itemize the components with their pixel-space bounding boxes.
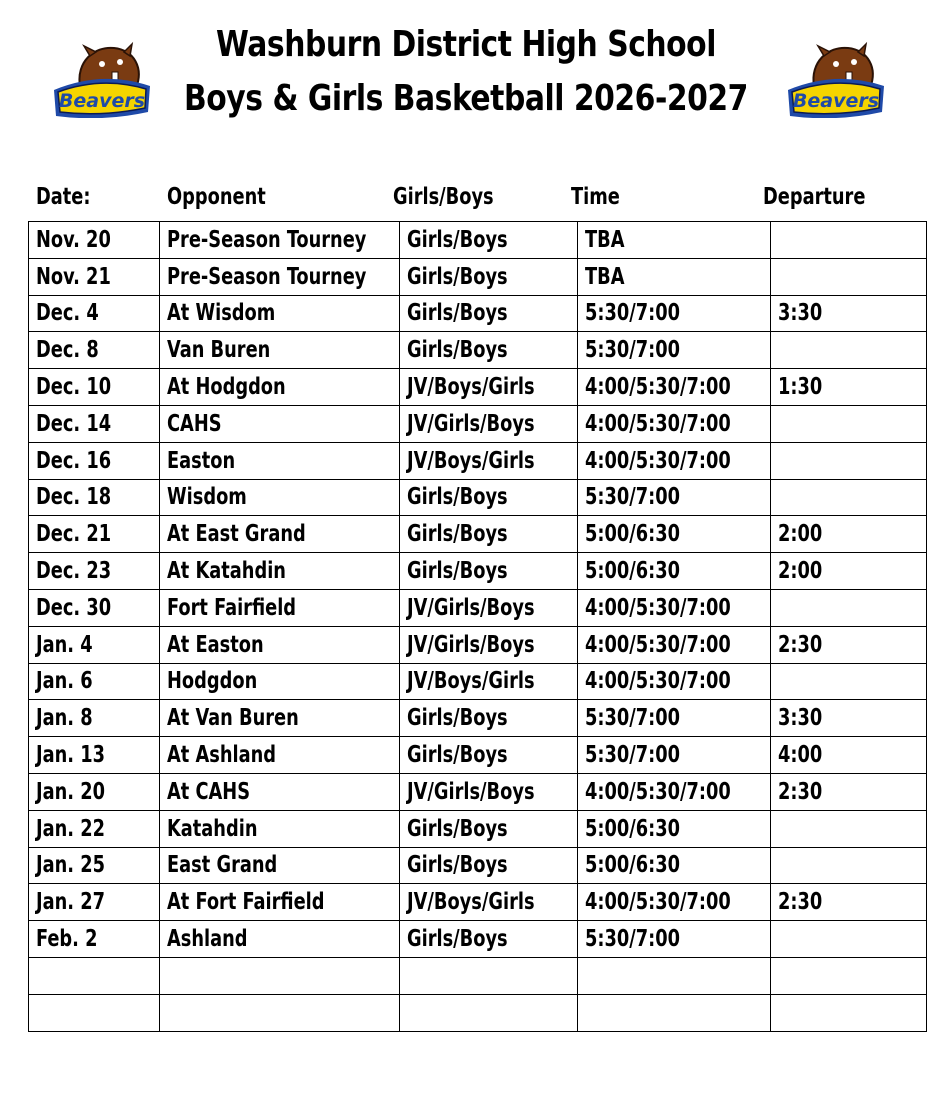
opponent-cell-text: Ashland (167, 926, 248, 953)
team-cell (399, 626, 577, 663)
time-cell (577, 516, 770, 553)
table-row (29, 737, 927, 774)
departure-cell-text: 1:30 (777, 374, 823, 401)
table-row (29, 295, 927, 332)
date-cell (29, 479, 160, 516)
date-cell-text: Dec. 21 (36, 521, 112, 548)
departure-cell (770, 369, 926, 406)
team-cell-text: JV/Boys/Girls (406, 447, 535, 474)
team-cell (399, 663, 577, 700)
departure-cell (770, 773, 926, 810)
departure-cell (770, 994, 926, 1031)
table-row (29, 332, 927, 369)
departure-cell (770, 589, 926, 626)
table-row (29, 589, 927, 626)
opponent-cell (160, 994, 400, 1031)
beavers-logo-left (50, 40, 154, 118)
opponent-cell (160, 516, 400, 553)
departure-cell (770, 442, 926, 479)
table-row (29, 773, 927, 810)
opponent-cell (160, 222, 400, 259)
date-cell (29, 626, 160, 663)
time-cell (577, 479, 770, 516)
team-cell (399, 737, 577, 774)
departure-cell-text: 2:30 (777, 778, 823, 805)
date-cell (29, 553, 160, 590)
team-cell (399, 295, 577, 332)
date-cell-text: Jan. 27 (36, 889, 106, 916)
opponent-cell (160, 369, 400, 406)
date-cell (29, 589, 160, 626)
date-cell-text: Dec. 4 (36, 300, 99, 327)
team-cell (399, 553, 577, 590)
date-cell (29, 921, 160, 958)
team-cell-text: Girls/Boys (406, 705, 508, 732)
time-cell-text: 4:00/5:30/7:00 (584, 374, 731, 401)
time-cell-text: 5:30/7:00 (584, 926, 680, 953)
time-cell-text: 5:30/7:00 (584, 300, 680, 327)
team-cell (399, 810, 577, 847)
time-cell-text: 4:00/5:30/7:00 (584, 594, 731, 621)
opponent-cell (160, 957, 400, 994)
time-cell (577, 884, 770, 921)
time-cell-text: TBA (584, 263, 625, 290)
table-row (29, 847, 927, 884)
time-cell-text: 5:00/6:30 (584, 852, 680, 879)
opponent-cell (160, 810, 400, 847)
time-cell-text: 4:00/5:30/7:00 (584, 410, 731, 437)
opponent-cell-text: At Katahdin (167, 558, 286, 585)
opponent-cell (160, 332, 400, 369)
date-cell-text: Jan. 22 (36, 815, 106, 842)
date-cell-text: Jan. 6 (36, 668, 93, 695)
svg-text:Beavers: Beavers (58, 90, 146, 112)
opponent-cell (160, 737, 400, 774)
date-cell (29, 442, 160, 479)
departure-cell (770, 516, 926, 553)
team-cell-text: Girls/Boys (406, 300, 508, 327)
opponent-cell (160, 663, 400, 700)
departure-cell (770, 921, 926, 958)
date-cell-text: Jan. 20 (36, 778, 106, 805)
table-row (29, 663, 927, 700)
date-cell-text: Dec. 8 (36, 337, 99, 364)
departure-cell (770, 700, 926, 737)
team-cell-text: JV/Boys/Girls (406, 889, 535, 916)
date-cell (29, 773, 160, 810)
date-cell-text: Jan. 25 (36, 852, 106, 879)
table-row (29, 516, 927, 553)
departure-cell (770, 479, 926, 516)
time-cell (577, 957, 770, 994)
opponent-cell (160, 553, 400, 590)
departure-cell-text: 2:30 (777, 889, 823, 916)
opponent-cell (160, 773, 400, 810)
date-cell (29, 810, 160, 847)
opponent-cell-text: Katahdin (167, 815, 258, 842)
header-girls-boys: Girls/Boys (393, 184, 494, 210)
team-cell (399, 921, 577, 958)
team-cell-text: Girls/Boys (406, 337, 508, 364)
team-cell-text: Girls/Boys (406, 852, 508, 879)
departure-cell-text: 4:00 (777, 742, 823, 769)
table-row (29, 921, 927, 958)
date-cell (29, 405, 160, 442)
opponent-cell-text: At Hodgdon (167, 374, 286, 401)
departure-cell-text: 2:00 (777, 558, 823, 585)
table-row (29, 222, 927, 259)
team-cell (399, 222, 577, 259)
school-name: Washburn District High School (216, 24, 716, 65)
date-cell-text: Feb. 2 (36, 926, 98, 953)
date-cell-text: Dec. 14 (36, 410, 112, 437)
date-cell-text: Dec. 18 (36, 484, 112, 511)
departure-cell (770, 847, 926, 884)
team-cell (399, 847, 577, 884)
team-cell (399, 773, 577, 810)
team-cell (399, 332, 577, 369)
team-cell-text: Girls/Boys (406, 484, 508, 511)
team-cell-text: JV/Girls/Boys (406, 410, 535, 437)
departure-cell (770, 295, 926, 332)
schedule-title: Boys & Girls Basketball 2026-2027 (184, 78, 748, 119)
time-cell-text: 5:00/6:30 (584, 558, 680, 585)
date-cell (29, 994, 160, 1031)
opponent-cell-text: At East Grand (167, 521, 306, 548)
team-cell (399, 442, 577, 479)
departure-cell (770, 405, 926, 442)
departure-cell-text: 2:00 (777, 521, 823, 548)
opponent-cell (160, 295, 400, 332)
departure-cell (770, 663, 926, 700)
opponent-cell-text: At Easton (167, 631, 264, 658)
opponent-cell-text: At Wisdom (167, 300, 276, 327)
team-cell (399, 884, 577, 921)
team-cell (399, 369, 577, 406)
team-cell-text: JV/Boys/Girls (406, 668, 535, 695)
opponent-cell (160, 626, 400, 663)
table-row (29, 810, 927, 847)
date-cell (29, 737, 160, 774)
team-cell (399, 258, 577, 295)
opponent-cell-text: Easton (167, 447, 236, 474)
departure-cell (770, 332, 926, 369)
table-row (29, 369, 927, 406)
time-cell-text: 5:30/7:00 (584, 742, 680, 769)
team-cell-text: Girls/Boys (406, 815, 508, 842)
date-cell (29, 258, 160, 295)
opponent-cell-text: Van Buren (167, 337, 271, 364)
time-cell (577, 369, 770, 406)
team-cell (399, 994, 577, 1031)
team-cell-text: Girls/Boys (406, 521, 508, 548)
date-cell (29, 332, 160, 369)
opponent-cell-text: Wisdom (167, 484, 247, 511)
table-row (29, 442, 927, 479)
date-cell (29, 222, 160, 259)
team-cell-text: Girls/Boys (406, 926, 508, 953)
departure-cell (770, 810, 926, 847)
team-cell (399, 479, 577, 516)
date-cell (29, 884, 160, 921)
time-cell-text: 4:00/5:30/7:00 (584, 778, 731, 805)
opponent-cell (160, 921, 400, 958)
departure-cell (770, 626, 926, 663)
time-cell (577, 626, 770, 663)
opponent-cell (160, 442, 400, 479)
time-cell-text: 4:00/5:30/7:00 (584, 668, 731, 695)
time-cell-text: 4:00/5:30/7:00 (584, 631, 731, 658)
team-cell-text: JV/Boys/Girls (406, 374, 535, 401)
departure-cell-text: 2:30 (777, 631, 823, 658)
date-cell-text: Dec. 30 (36, 594, 112, 621)
opponent-cell (160, 884, 400, 921)
team-cell-text: JV/Girls/Boys (406, 631, 535, 658)
date-cell-text: Nov. 20 (36, 226, 111, 253)
time-cell-text: TBA (584, 226, 625, 253)
time-cell (577, 847, 770, 884)
beavers-logo-right (784, 40, 888, 118)
team-cell (399, 700, 577, 737)
table-row (29, 479, 927, 516)
table-row (29, 405, 927, 442)
opponent-cell (160, 405, 400, 442)
opponent-cell (160, 700, 400, 737)
team-cell (399, 589, 577, 626)
departure-cell (770, 957, 926, 994)
date-cell-text: Jan. 8 (36, 705, 93, 732)
table-row (29, 700, 927, 737)
date-cell (29, 700, 160, 737)
team-cell-text: Girls/Boys (406, 558, 508, 585)
time-cell (577, 442, 770, 479)
opponent-cell-text: At Fort Fairfield (167, 889, 325, 916)
team-cell (399, 957, 577, 994)
opponent-cell-text: At Van Buren (167, 705, 299, 732)
time-cell-text: 5:00/6:30 (584, 815, 680, 842)
time-cell-text: 5:30/7:00 (584, 484, 680, 511)
team-cell-text: JV/Girls/Boys (406, 778, 535, 805)
opponent-cell-text: Fort Fairfield (167, 594, 297, 621)
team-cell (399, 405, 577, 442)
departure-cell-text: 3:30 (777, 705, 823, 732)
table-row (29, 884, 927, 921)
departure-cell-text: 3:30 (777, 300, 823, 327)
team-cell-text: Girls/Boys (406, 742, 508, 769)
header-opponent: Opponent (167, 184, 266, 210)
time-cell-text: 5:00/6:30 (584, 521, 680, 548)
table-row (29, 626, 927, 663)
date-cell-text: Jan. 13 (36, 742, 106, 769)
time-cell (577, 258, 770, 295)
time-cell (577, 589, 770, 626)
opponent-cell-text: At CAHS (167, 778, 251, 805)
table-row (29, 994, 927, 1031)
schedule-body (29, 222, 927, 1032)
departure-cell (770, 222, 926, 259)
header-date: Date: (36, 184, 91, 210)
date-cell-text: Nov. 21 (36, 263, 111, 290)
team-cell-text: JV/Girls/Boys (406, 594, 535, 621)
time-cell-text: 5:30/7:00 (584, 705, 680, 732)
time-cell-text: 5:30/7:00 (584, 337, 680, 364)
time-cell (577, 553, 770, 590)
departure-cell (770, 553, 926, 590)
departure-cell (770, 884, 926, 921)
svg-text:Beavers: Beavers (792, 90, 880, 112)
time-cell (577, 222, 770, 259)
date-cell (29, 369, 160, 406)
date-cell-text: Dec. 10 (36, 374, 112, 401)
date-cell (29, 516, 160, 553)
team-cell-text: Girls/Boys (406, 226, 508, 253)
time-cell (577, 994, 770, 1031)
time-cell (577, 737, 770, 774)
team-cell-text: Girls/Boys (406, 263, 508, 290)
opponent-cell-text: Hodgdon (167, 668, 258, 695)
schedule-table (28, 221, 927, 1032)
time-cell-text: 4:00/5:30/7:00 (584, 447, 731, 474)
time-cell (577, 332, 770, 369)
team-cell (399, 516, 577, 553)
time-cell (577, 773, 770, 810)
date-cell-text: Dec. 23 (36, 558, 112, 585)
time-cell (577, 700, 770, 737)
opponent-cell (160, 258, 400, 295)
table-row (29, 957, 927, 994)
opponent-cell (160, 847, 400, 884)
date-cell (29, 847, 160, 884)
time-cell (577, 405, 770, 442)
opponent-cell (160, 589, 400, 626)
opponent-cell-text: East Grand (167, 852, 278, 879)
date-cell-text: Jan. 4 (36, 631, 93, 658)
table-row (29, 553, 927, 590)
departure-cell (770, 737, 926, 774)
date-cell (29, 295, 160, 332)
time-cell (577, 663, 770, 700)
date-cell (29, 663, 160, 700)
opponent-cell-text: Pre-Season Tourney (167, 226, 367, 253)
opponent-cell-text: CAHS (167, 410, 222, 437)
time-cell (577, 921, 770, 958)
departure-cell (770, 258, 926, 295)
opponent-cell (160, 479, 400, 516)
time-cell (577, 295, 770, 332)
header-departure: Departure (763, 184, 866, 210)
opponent-cell-text: At Ashland (167, 742, 277, 769)
header-time: Time (571, 184, 620, 210)
time-cell-text: 4:00/5:30/7:00 (584, 889, 731, 916)
opponent-cell-text: Pre-Season Tourney (167, 263, 367, 290)
time-cell (577, 810, 770, 847)
table-row (29, 258, 927, 295)
date-cell-text: Dec. 16 (36, 447, 112, 474)
date-cell (29, 957, 160, 994)
